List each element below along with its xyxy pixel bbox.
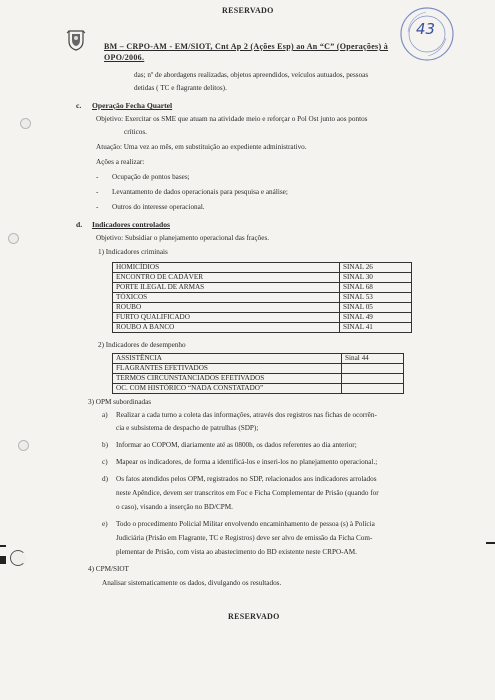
indicator-code [342, 364, 404, 374]
section-c-objective: Objetivo: Exercitar os SME que atuam na atividade meio e reforçar o Pol Ost junto aos pontos [96, 115, 368, 123]
indicator-name: ROUBO [113, 303, 340, 313]
item-text: Mapear os indicadores, de forma a identificá-los e inseri-los no planejamento operacional.; [116, 458, 378, 466]
item-letter: e) [102, 520, 108, 528]
table-row [113, 263, 412, 273]
indicator-name: ROUBO A BANCO [113, 323, 340, 333]
item-text: Judiciária (Prisão em Flagrante, TC e Registros) deve ser alvo de emissão da Ficha Com- [116, 534, 373, 542]
section-c-letter: c. [76, 101, 82, 110]
table-row [113, 384, 404, 394]
section-c-actions-label: Ações a realizar: [96, 158, 145, 166]
table-row [113, 354, 404, 364]
table-row [113, 364, 404, 374]
header-classification: RESERVADO [222, 6, 274, 15]
indicator-code: SINAL 26 [340, 263, 412, 273]
item-letter: a) [102, 411, 108, 419]
indicator-code: SINAL 49 [340, 313, 412, 323]
indicator-name: OC. COM HISTÓRICO “NADA CONSTATADO” [113, 384, 342, 394]
item-text: cia e subsistema de despacho de patrulhas (SDP); [116, 424, 259, 432]
indicator-code: SINAL 05 [340, 303, 412, 313]
intro-line: das; nº de abordagens realizadas, objetos apreendidos, veículos autuados, pessoas [134, 71, 369, 79]
criminal-indicators-table [112, 262, 412, 333]
item-text: Informar ao COPOM, diariamente até as 0800h, os dados referentes ao dia anterior; [116, 441, 357, 449]
indicator-name: ENCONTRO DE CADÁVER [113, 273, 340, 283]
punch-hole-dark [10, 550, 26, 566]
indicator-name: HOMICÍDIOS [113, 263, 340, 273]
indicator-name: TERMOS CIRCUNSTANCIADOS EFETIVADOS [113, 374, 342, 384]
indicator-name: ASSISTÊNCIA [113, 354, 342, 364]
item-text: Todo o procedimento Policial Militar envolvendo encaminhamento de pessoa (s) à Polícia [116, 520, 375, 528]
list-bullet: - [96, 173, 99, 181]
punch-hole [8, 233, 19, 244]
table-row [113, 374, 404, 384]
table-row [113, 293, 412, 303]
indicator-code: SINAL 68 [340, 283, 412, 293]
item-letter: b) [102, 441, 108, 449]
stamp-number: 43 [416, 20, 436, 38]
coat-of-arms-icon [66, 28, 86, 52]
item-text: Os fatos atendidos pelos OPM, registrados no SDP, relacionados aos indicadores arrolados [116, 475, 377, 483]
item-text: neste Apêndice, devem ser transcritos em Foc e Ficha Complementar de Prisão (quando for [116, 489, 379, 497]
indicator-name: FURTO QUALIFICADO [113, 313, 340, 323]
indicator-name: FLAGRANTES EFETIVADOS [113, 364, 342, 374]
indicator-code: Sinal 44 [342, 354, 404, 364]
section-c-acting: Atuação: Uma vez ao mês, em substituição ao expediente administrativo. [96, 143, 307, 151]
section-d-letter: d. [76, 220, 83, 229]
punch-hole [18, 440, 29, 451]
punch-hole [20, 118, 31, 129]
cpm-siot-label: 4) CPM/SIOT [88, 565, 129, 573]
indicator-code [342, 374, 404, 384]
indicator-name: PORTE ILEGAL DE ARMAS [113, 283, 340, 293]
section-c-objective: críticos. [124, 128, 147, 136]
edge-mark [0, 545, 6, 547]
section-d-objective: Objetivo: Subsidiar o planejamento operacional das frações. [96, 234, 270, 242]
table-row [113, 283, 412, 293]
item-letter: c) [102, 458, 108, 466]
action-item: Outros do interesse operacional. [112, 203, 205, 211]
table-row [113, 303, 412, 313]
intro-line: detidas ( TC e flagrante delitos). [134, 84, 227, 92]
section-c-title: Operação Fecha Quartel [92, 101, 173, 110]
list-bullet: - [96, 203, 99, 211]
performance-indicators-label: 2) Indicadores de desempenho [98, 341, 186, 349]
edge-mark [0, 556, 6, 564]
indicator-code [342, 384, 404, 394]
indicator-code: SINAL 53 [340, 293, 412, 303]
subordinate-opm-label: 3) OPM subordinadas [88, 398, 152, 406]
header-reference-line2: OPO/2006. [104, 53, 145, 62]
cpm-siot-text: Analisar sistematicamente os dados, divulgando os resultados. [102, 579, 282, 587]
header-reference-line1: BM – CRPO-AM - EM/SIOT, Cnt Ap 2 (Ações Esp) ao An “C” (Operações) à [104, 42, 389, 51]
list-bullet: - [96, 188, 99, 196]
action-item: Ocupação de pontos bases; [112, 173, 190, 181]
edge-mark [486, 542, 495, 544]
item-letter: d) [102, 475, 108, 483]
footer-classification: RESERVADO [228, 612, 280, 621]
indicator-name: TÓXICOS [113, 293, 340, 303]
item-text: plementar de Prisão, com vista ao abastecimento do BD existente neste CRPO-AM. [116, 548, 357, 556]
table-row [113, 323, 412, 333]
performance-indicators-table [112, 353, 404, 394]
item-text: Realizar a cada turno a coleta das informações, através dos registros nas fichas de ocorrên- [116, 411, 377, 419]
indicator-code: SINAL 30 [340, 273, 412, 283]
indicator-code: SINAL 41 [340, 323, 412, 333]
table-row [113, 273, 412, 283]
table-row [113, 313, 412, 323]
item-text: o caso), visando a inserção no BD/CPM. [116, 503, 233, 511]
section-d-title: Indicadores controlados [92, 220, 170, 229]
action-item: Levantamento de dados operacionais para pesquisa e análise; [112, 188, 288, 196]
criminal-indicators-label: 1) Indicadores criminais [98, 248, 168, 256]
